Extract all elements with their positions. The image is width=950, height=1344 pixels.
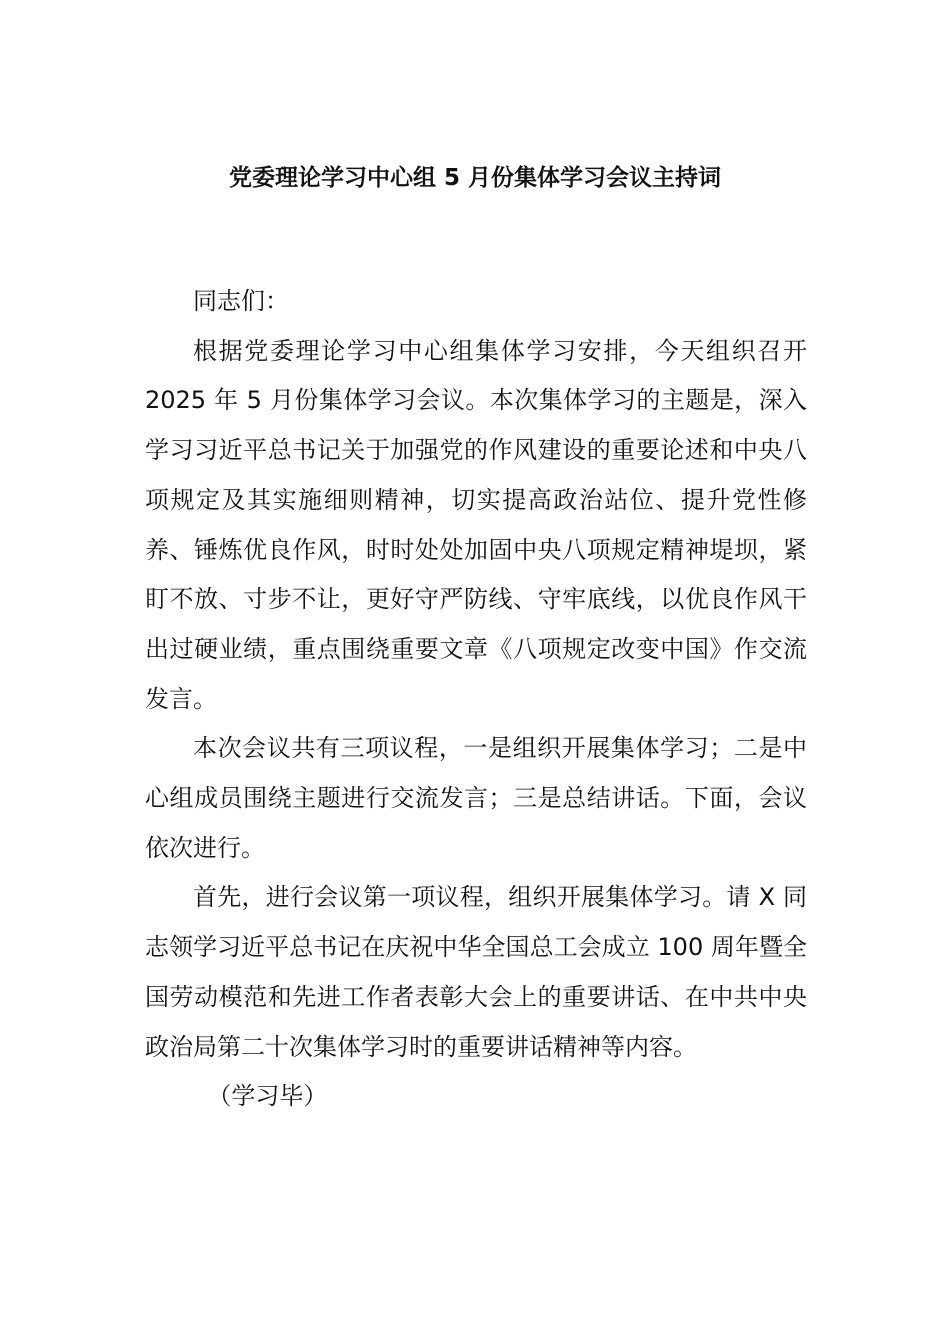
study-complete-note: （学习毕） (207, 1082, 328, 1111)
salutation: 同志们： (193, 287, 289, 315)
document-body (145, 277, 807, 1122)
document-title: 党委理论学习中心组 5 月份集体学习会议主持词 (228, 165, 722, 191)
paragraph-first-item: 首先，进行会议第一项议程，组织开展集体学习。请 X 同志领学习近平总书记在庆祝中华全国总工会成立 100 周年暨全国劳动模范和先进工作者表彰大会上的重要讲话、在中共中央政治局第二十次集体学习时的重要讲话精神等内容。 (145, 883, 807, 1061)
paragraph-agenda: 本次会议共有三项议程，一是组织开展集体学习；二是中心组成员围绕主题进行交流发言；三是总结讲话。下面，会议依次进行。 (145, 734, 807, 862)
paragraph-intro: 根据党委理论学习中心组集体学习安排，今天组织召开 2025 年 5 月份集体学习会议。本次集体学习的主题是，深入学习习近平总书记关于加强党的作风建设的重要论述和中央八项规定及其实施细则精神，切实提高政治站位、提升党性修养、锤炼优良作风，时时处处加固中央八项规定精神堤坝，紧盯不放、寸步不让，更好守严防线、守牢底线，以优良作风干出过硬业绩，重点围绕重要文章《八项规定改变中国》作交流发言。 (145, 336, 807, 713)
